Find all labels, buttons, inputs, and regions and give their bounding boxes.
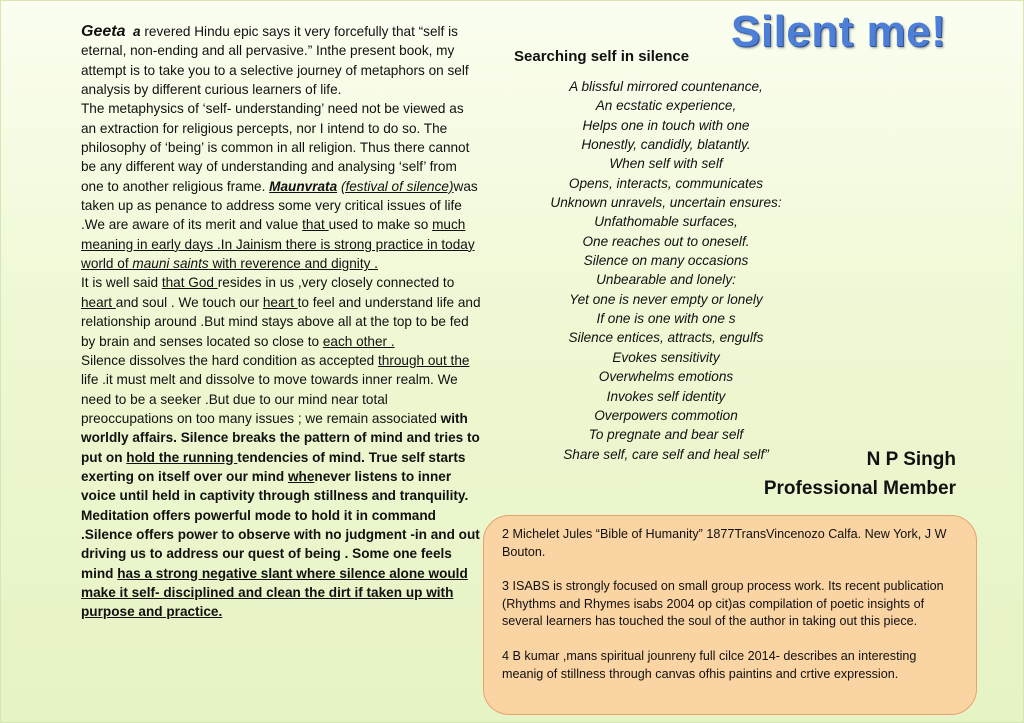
maunvrata-term: Maunvrata [269, 178, 338, 194]
poem-line: To pregnate and bear self [588, 427, 744, 443]
geeta-a: a [133, 24, 141, 39]
author-role: Professional Member [763, 478, 956, 499]
metaphysics-text: The metaphysics of ‘self- understanding’ need not be viewed as an extraction for religious percepts, nor I intend to do so. The philosophy of ‘being’ is common in all religion. Thus there cannot be any different way of understanding and analysing ‘self’ from one to another religious frame. [81, 101, 470, 194]
heart-underlined-2: heart [262, 294, 298, 310]
god-text-a: It is well said [81, 275, 162, 291]
poem-line: Unknown unravels, uncertain ensures: [550, 195, 782, 211]
jainism-underlined: much meaning in early days .In Jainism there is strong practice in today world of [81, 217, 475, 272]
god-text-c: and soul . We touch our [115, 294, 263, 310]
each-other-underlined: each other . [322, 333, 395, 349]
silence-bold-1: with worldly affairs. Silence breaks the pattern of mind and tries to put on [81, 410, 480, 465]
left-column-text [81, 22, 481, 622]
poem-line: One reaches out to oneself. [582, 233, 750, 249]
paragraph-silence [81, 351, 481, 622]
reference-item: 2 Michelet Jules “Bible of Humanity” 1877TransVincenozo Calfa. New York, J W Bouton. [502, 527, 947, 559]
poem-line: Evokes sensitivity [612, 349, 720, 365]
poem-line: Silence on many occasions [583, 253, 749, 269]
author-block [741, 445, 956, 503]
that-underlined: that [302, 217, 329, 233]
silence-bold-underlined: has a strong negative slant where silence alone would make it self- disciplined and clean the dirt if taken up with purpose and practice. [81, 565, 468, 620]
hold-running-underlined: hold the running [126, 449, 238, 465]
geeta-text: revered Hindu epic says it very forcefully that “self is eternal, non-ending and all pervasive.” Inthe present book, my attempt is to take you to a selective journey of metaphors on self analysis by different curious learners of life. [81, 24, 469, 98]
god-text-d: to feel and understand life and relationship around .But mind stays above all at the top to be fed by brain and senses located so close to [81, 294, 481, 349]
poem-line: Invokes self identity [606, 388, 726, 404]
geeta-lead: Geeta [81, 23, 126, 40]
poem-line: An ecstatic experience, [595, 98, 737, 114]
poem-heading: Searching self in silence [514, 48, 690, 65]
poem-line: Silence entices, attracts, engulfs [568, 330, 764, 346]
heart-underlined-1: heart [81, 294, 116, 310]
god-text-b: resides in us ,very closely connected to [217, 275, 455, 291]
festival-of-silence: (festival of silence) [340, 178, 454, 194]
mauni-saints: mauni saints [132, 256, 209, 272]
poem-line: Share self, care self and heal self” [563, 446, 769, 462]
that-god-underlined: that God [161, 275, 218, 291]
poem-line: Opens, interacts, communicates [568, 175, 764, 191]
reference-item: 4 B kumar ,mans spiritual jounreny full cilce 2014- describes an interesting meanig of stillness through canvas ofhis paintins and crtive expression. [502, 648, 917, 681]
paragraph-geeta [81, 22, 481, 99]
reverence-underlined: with reverence and dignity . [208, 256, 378, 272]
poem-line: When self with self [609, 156, 723, 172]
poem-line: Unbearable and lonely: [596, 272, 736, 288]
metaphysics-text-3: used to make so [328, 217, 433, 233]
through-out-underlined: through out the [377, 352, 470, 368]
whe-underlined: whe [287, 468, 315, 484]
paragraph-god [81, 273, 481, 350]
poem-line: Overwhelms emotions [598, 369, 734, 385]
author-name: N P Singh [866, 449, 956, 470]
poem-line: Overpowers commotion [594, 407, 738, 423]
references-box [483, 515, 977, 715]
page-title: Silent me! [731, 7, 947, 56]
reference-item: 3 ISABS is strongly focused on small group process work. Its recent publication (Rhythms and Rhymes isabs 2004 op cit)as compilation of poetic insights of several learners has touched the soul of the author in taking out this piece. [502, 579, 944, 629]
poem-line: Honestly, candidly, blatantly. [581, 137, 751, 153]
silence-bold-3: never listens to inner voice until held in captivity through stillness and tranquility. Meditation offers powerful mode to hold it in command .Silence offers power to observe with no judgment -in and out driving us to address our quest of being . Some one feels mind [81, 468, 480, 581]
poem-line: Yet one is never empty or lonely [569, 291, 763, 307]
silence-bold-2: tendencies of mind. True self starts exerting on itself over our mind [81, 449, 466, 484]
metaphysics-text-2: was taken up as penance to address some very critical issues of life .We are aware of its merit and value [81, 178, 478, 233]
silence-text-a: Silence dissolves the hard condition as accepted [81, 352, 378, 368]
poem-line: Unfathomable surfaces, [594, 214, 738, 230]
silence-text-b: life .it must melt and dissolve to move towards inner realm. We need to be a seeker .But due to our mind near total preoccupations on too many issues ; we remain associated [81, 372, 458, 426]
poem-line: A blissful mirrored countenance, [569, 79, 763, 94]
paragraph-metaphysics [81, 99, 481, 273]
poem [501, 77, 831, 464]
poem-line: If one is one with one s [596, 311, 736, 327]
poem-line: Helps one in touch with one [582, 117, 750, 133]
